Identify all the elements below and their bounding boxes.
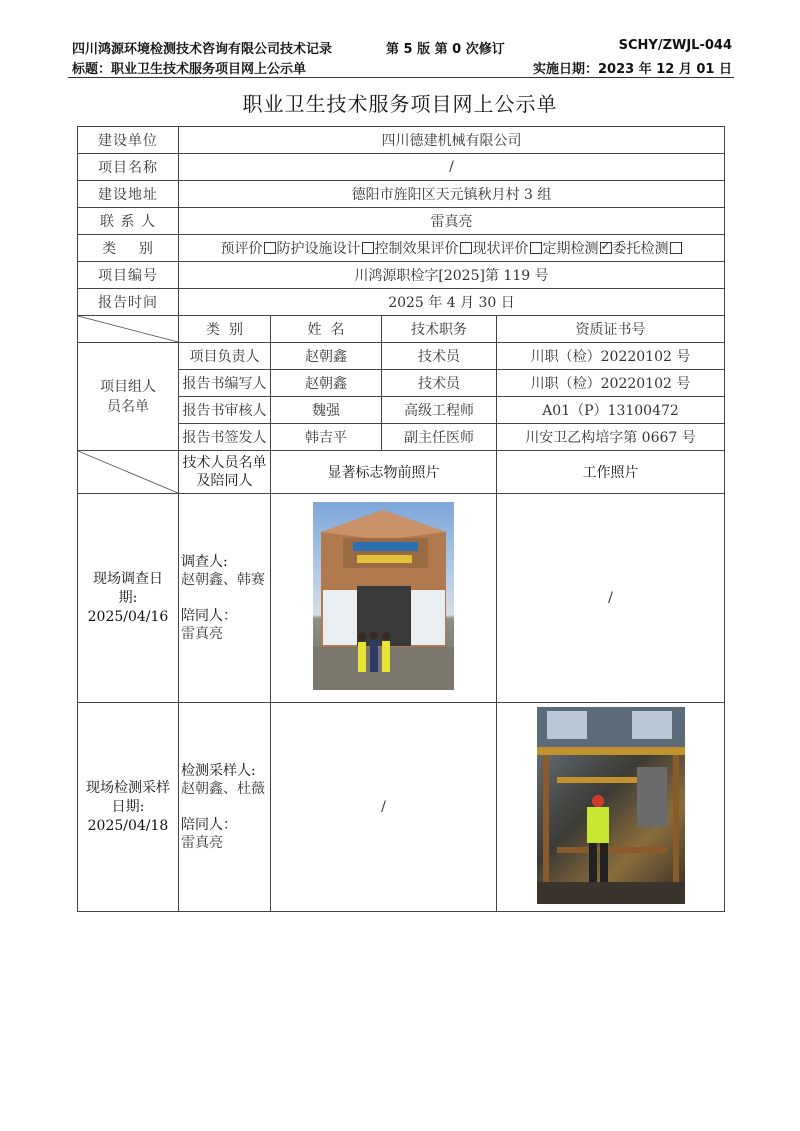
member-title: 技术员: [382, 343, 497, 370]
member-cert: 川职（检）20220102 号: [497, 370, 725, 397]
contact-label: 联 系 人: [78, 208, 179, 235]
survey-companion: 雷真亮: [181, 626, 223, 642]
member-title: 副主任医师: [382, 424, 497, 451]
member-role: 报告书审核人: [179, 397, 271, 424]
contact-value: 雷真亮: [179, 208, 725, 235]
sampling-companion-label: 陪同人：: [181, 817, 237, 833]
staff-header-role: 类 别: [179, 316, 271, 343]
sampling-companion: 雷真亮: [181, 835, 223, 851]
samplers: 赵朝鑫、杜薇: [181, 781, 265, 797]
member-name: 韩吉平: [271, 424, 382, 451]
photos-header-staff-text: 技术人员名单及陪同人: [182, 455, 267, 489]
category-option-label: 控制效果评价: [374, 241, 459, 257]
address-label: 建设地址: [78, 181, 179, 208]
unchecked-box-icon: [362, 242, 374, 254]
project-no-value: 川鸿源职检字[2025]第 119 号: [179, 262, 725, 289]
member-role: 报告书签发人: [179, 424, 271, 451]
sampling-staff-cell: [179, 703, 271, 912]
staff-group-label: [78, 343, 179, 451]
investigators: 赵朝鑫、韩赛: [181, 572, 265, 588]
member-cert: A01（P）13100472: [497, 397, 725, 424]
sampling-date: 2025/04/18: [87, 817, 169, 834]
category-option-label: 防护设施设计: [276, 241, 361, 257]
header-rule: [68, 77, 734, 78]
staff-header-title: 技术职务: [382, 316, 497, 343]
member-name: 赵朝鑫: [271, 370, 382, 397]
member-cert: 川职（检）20220102 号: [497, 343, 725, 370]
unchecked-box-icon: [460, 242, 472, 254]
category-option-label: 预评价: [220, 241, 263, 257]
investigator-label: 调查人:: [181, 554, 228, 570]
member-role: 报告书编写人: [179, 370, 271, 397]
staff-group-text: 项目组人员名单: [100, 378, 156, 415]
sampling-work-photo-cell: [497, 703, 725, 912]
photos-header-work: 工作照片: [497, 451, 725, 494]
project-name-label: 项目名称: [78, 154, 179, 181]
survey-staff-cell: [179, 494, 271, 703]
category-option-label: 委托检测: [612, 241, 669, 257]
category-option-label: 定期检测: [542, 241, 599, 257]
address-value: 德阳市旌阳区天元镇秋月村 3 组: [179, 181, 725, 208]
diagonal-line-2: [78, 451, 178, 493]
effective-date: 实施日期：2023 年 12 月 01 日: [533, 62, 732, 77]
unit-value: 四川德建机械有限公司: [179, 127, 725, 154]
member-name: 魏强: [271, 397, 382, 424]
report-time-value: 2025 年 4 月 30 日: [179, 289, 725, 316]
project-name-value: /: [179, 154, 725, 181]
unchecked-box-icon: [530, 242, 542, 254]
category-option-label: 现状评价: [472, 241, 529, 257]
header-line-2: [72, 58, 732, 76]
staff-header-name: 姓 名: [271, 316, 382, 343]
unchecked-box-icon: [670, 242, 682, 254]
unchecked-box-icon: [264, 242, 276, 254]
project-no-label: 项目编号: [78, 262, 179, 289]
sampling-landmark-photo: /: [271, 703, 497, 912]
member-title: 技术员: [382, 370, 497, 397]
diagonal-line: [78, 316, 178, 342]
sampling-date-cell: [78, 703, 179, 912]
version: 第 5 版 第 0 次修订: [386, 42, 505, 57]
company-record: 四川鸿源环境检测技术咨询有限公司技术记录: [72, 42, 333, 57]
survey-companion-label: 陪同人：: [181, 608, 237, 624]
notice-table: [77, 126, 725, 912]
header-line-1: [72, 38, 732, 56]
report-time-label: 报告时间: [78, 289, 179, 316]
doc-code: SCHY/ZWJL-044: [618, 38, 732, 53]
checked-box-icon: [600, 242, 612, 254]
survey-date-cell: [78, 494, 179, 703]
page-title: 职业卫生技术服务项目网上公示单: [242, 92, 558, 116]
work-photo: [537, 707, 685, 904]
diagonal-cell: [78, 316, 179, 343]
survey-work-photo: /: [497, 494, 725, 703]
sampler-label: 检测采样人:: [181, 763, 256, 779]
landmark-photo: [313, 502, 454, 690]
unit-label: 建设单位: [78, 127, 179, 154]
photos-header-staff: [179, 451, 271, 494]
staff-header-cert: 资质证书号: [497, 316, 725, 343]
sampling-label: 现场检测采样日期:: [86, 779, 170, 815]
member-role: 项目负责人: [179, 343, 271, 370]
member-name: 赵朝鑫: [271, 343, 382, 370]
category-label: 类 别: [78, 235, 179, 262]
member-cert: 川安卫乙构培字第 0667 号: [497, 424, 725, 451]
survey-landmark-photo-cell: [271, 494, 497, 703]
diagonal-cell-2: [78, 451, 179, 494]
category-options: [179, 235, 725, 262]
survey-label: 现场调查日期:: [93, 570, 163, 606]
subject: 标题：职业卫生技术服务项目网上公示单: [72, 62, 307, 77]
survey-date: 2025/04/16: [87, 608, 169, 625]
photos-header-landmark: 显著标志物前照片: [271, 451, 497, 494]
member-title: 高级工程师: [382, 397, 497, 424]
